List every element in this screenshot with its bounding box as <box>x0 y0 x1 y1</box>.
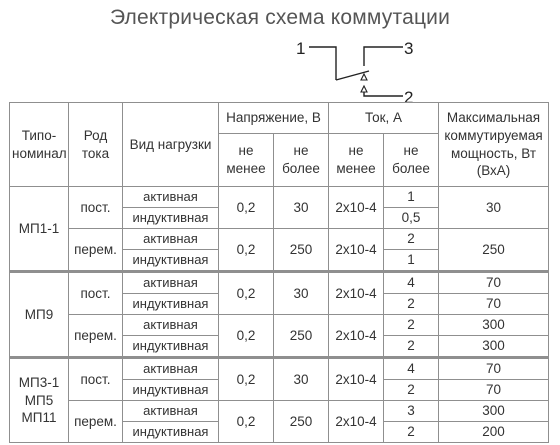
voltage-min-cell: 0,2 <box>219 187 274 229</box>
load-kind-cell: активная <box>123 358 219 380</box>
current-max-cell: 4 <box>384 272 439 294</box>
current-kind-cell: пост. <box>69 272 123 315</box>
current-max-cell: 2 <box>384 294 439 315</box>
table-row <box>10 315 549 336</box>
voltage-max-cell: 250 <box>274 315 329 358</box>
current-max-cell: 1 <box>384 250 439 272</box>
max-power-cell: 30 <box>439 187 549 229</box>
max-power-cell: 250 <box>439 229 549 272</box>
current-max-cell: 2 <box>384 422 439 443</box>
load-kind-cell: индуктивная <box>123 208 219 229</box>
header-current: Ток, А <box>329 103 439 134</box>
table-row <box>10 358 549 380</box>
load-kind-cell: индуктивная <box>123 422 219 443</box>
max-power-cell: 70 <box>439 380 549 401</box>
max-power-cell: 70 <box>439 294 549 315</box>
table-row <box>10 272 549 294</box>
header-voltage-max: не более <box>274 134 329 187</box>
switch-arm <box>336 71 369 80</box>
current-max-cell: 3 <box>384 401 439 422</box>
terminal-3-label: 3 <box>404 39 414 58</box>
voltage-min-cell: 0,2 <box>219 315 274 358</box>
voltage-max-cell: 250 <box>274 229 329 272</box>
load-kind-cell: активная <box>123 401 219 422</box>
type-name-cell: МП9 <box>10 272 69 358</box>
load-kind-cell: активная <box>123 229 219 250</box>
table-row <box>10 187 549 208</box>
lead-2 <box>364 92 403 96</box>
lead-3 <box>364 47 403 66</box>
load-kind-cell: активная <box>123 272 219 294</box>
terminal-1-label: 1 <box>296 39 306 58</box>
voltage-min-cell: 0,2 <box>219 272 274 315</box>
voltage-min-cell: 0,2 <box>219 401 274 443</box>
current-max-cell: 2 <box>384 380 439 401</box>
current-min-cell: 2x10-4 <box>329 358 384 401</box>
load-kind-cell: индуктивная <box>123 380 219 401</box>
switching-schematic <box>0 0 560 110</box>
current-kind-cell: перем. <box>69 229 123 272</box>
max-power-cell: 300 <box>439 336 549 358</box>
max-power-cell: 300 <box>439 315 549 336</box>
current-max-cell: 4 <box>384 358 439 380</box>
voltage-max-cell: 250 <box>274 401 329 443</box>
current-kind-cell: перем. <box>69 315 123 358</box>
current-min-cell: 2x10-4 <box>329 187 384 229</box>
header-type-name: Типо-номинал <box>10 103 69 187</box>
voltage-min-cell: 0,2 <box>219 358 274 401</box>
current-kind-cell: перем. <box>69 401 123 443</box>
header-voltage: Напряжение, В <box>219 103 329 134</box>
max-power-cell: 300 <box>439 401 549 422</box>
current-max-cell: 1 <box>384 187 439 208</box>
voltage-max-cell: 30 <box>274 272 329 315</box>
terminal-2-label: 2 <box>404 88 414 107</box>
type-name-cell: МП3-1 МП5 МП11 <box>10 358 69 443</box>
current-max-cell: 2 <box>384 315 439 336</box>
current-max-cell: 0,5 <box>384 208 439 229</box>
load-kind-cell: активная <box>123 187 219 208</box>
max-power-cell: 70 <box>439 358 549 380</box>
current-min-cell: 2x10-4 <box>329 229 384 272</box>
load-kind-cell: активная <box>123 315 219 336</box>
table-row <box>10 229 549 250</box>
header-load-kind: Вид нагрузки <box>123 103 219 187</box>
lead-1 <box>309 47 336 80</box>
header-current-kind: Род тока <box>69 103 123 187</box>
load-kind-cell: индуктивная <box>123 250 219 272</box>
current-min-cell: 2x10-4 <box>329 315 384 358</box>
max-power-cell: 70 <box>439 272 549 294</box>
header-max-power: Максимальная коммутируемая мощность, Вт (ВхА) <box>439 103 549 187</box>
page-title: Электрическая схема коммутации <box>109 6 451 29</box>
header-voltage-min: не менее <box>219 134 274 187</box>
current-max-cell: 2 <box>384 336 439 358</box>
contact-2-mark <box>361 86 367 92</box>
voltage-max-cell: 30 <box>274 358 329 401</box>
relay-spec-table <box>9 102 549 443</box>
load-kind-cell: индуктивная <box>123 336 219 358</box>
header-current-max: не более <box>384 134 439 187</box>
contact-3-mark <box>361 74 367 80</box>
current-max-cell: 2 <box>384 229 439 250</box>
voltage-min-cell: 0,2 <box>219 229 274 272</box>
max-power-cell: 200 <box>439 422 549 443</box>
current-kind-cell: пост. <box>69 187 123 229</box>
current-kind-cell: пост. <box>69 358 123 401</box>
table-row <box>10 401 549 422</box>
header-current-min: не менее <box>329 134 384 187</box>
load-kind-cell: индуктивная <box>123 294 219 315</box>
current-min-cell: 2x10-4 <box>329 401 384 443</box>
voltage-max-cell: 30 <box>274 187 329 229</box>
current-min-cell: 2x10-4 <box>329 272 384 315</box>
type-name-cell: МП1-1 <box>10 187 69 272</box>
